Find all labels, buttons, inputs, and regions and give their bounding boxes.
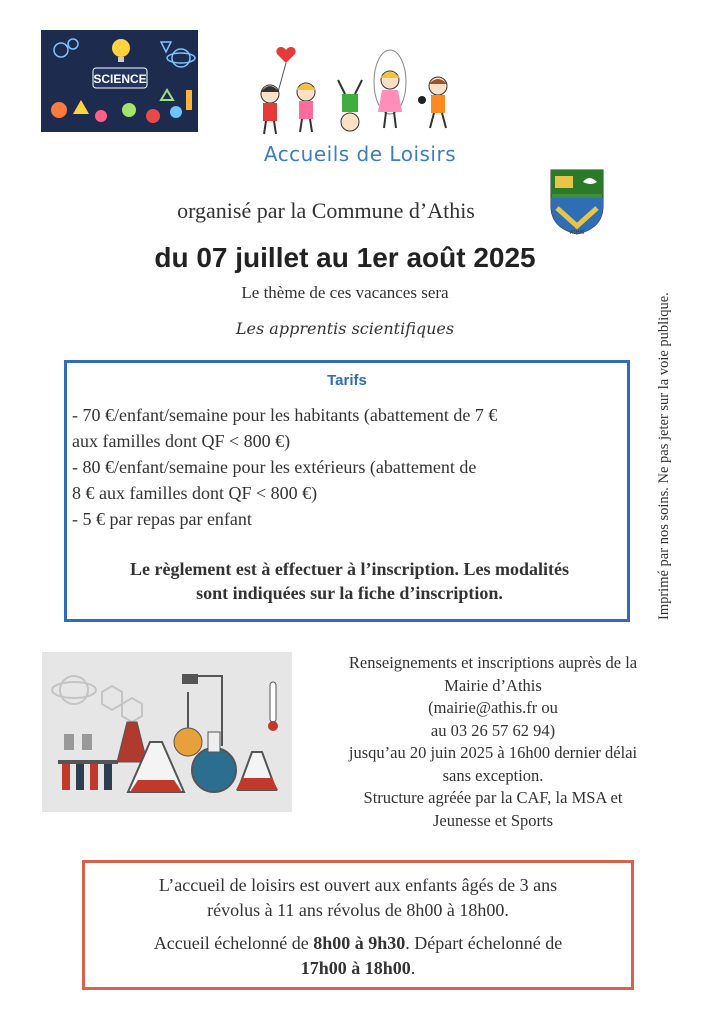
theme-title: Les apprentis scientifiques [235, 319, 455, 338]
reglement-line: Le règlement est à effectuer à l’inscription. Les modalités [129, 559, 570, 579]
info-line: jusqu’au 20 juin 2025 à 16h00 dernier délai [348, 743, 638, 762]
tarif-line: 8 € aux familles dont QF < 800 €) [72, 483, 318, 503]
crest-label: ATHIS [569, 230, 585, 236]
accueil-text: . Départ échelonné de [405, 933, 563, 953]
info-line: (mairie@athis.fr ou [428, 698, 558, 717]
logo-text: Accueils de Loisirs [263, 142, 457, 166]
theme-intro: Le thème de ces vacances sera [241, 283, 449, 302]
reglement-line: sont indiquées sur la fiche d’inscription. [196, 583, 503, 603]
laboratory-illustration [42, 652, 292, 812]
info-line: Jeunesse et Sports [432, 810, 554, 830]
accueil-line-1: L’accueil de loisirs est ouvert aux enfants âgés de 3 ans [158, 875, 558, 895]
info-line: Structure agréée par la CAF, la MSA et [363, 788, 623, 807]
accueil-line-4 [85, 956, 631, 981]
accueil-box [82, 860, 634, 990]
info-block [300, 652, 686, 832]
side-notice [656, 190, 676, 620]
accueil-text: . [410, 958, 416, 978]
info-line: Mairie d’Athis [444, 675, 542, 695]
reglement-text [72, 557, 627, 605]
science-label: SCIENCE [93, 72, 147, 86]
tarif-line: aux familles dont QF < 800 €) [72, 431, 291, 451]
accueil-arrival-time: 8h00 à 9h30 [313, 933, 406, 953]
info-line: sans exception. [442, 765, 544, 785]
accueil-text: Accueil échelonné de [153, 933, 314, 953]
accueil-line-3 [85, 931, 631, 956]
accueil-departure-time: 17h00 à 18h00 [300, 958, 411, 978]
tarif-line: - 80 €/enfant/semaine pour les extérieurs (abattement de [72, 457, 477, 477]
event-dates: du 07 juillet au 1er août 2025 [154, 242, 536, 273]
tarif-line: - 5 € par repas par enfant [72, 509, 252, 529]
tarif-line: - 70 €/enfant/semaine pour les habitants (abattement de 7 € [72, 405, 498, 425]
info-line: Renseignements et inscriptions auprès de la [348, 653, 638, 672]
tarifs-title: Tarifs [327, 372, 367, 389]
tarifs-box [64, 360, 630, 622]
side-notice-text: Imprimé par nos soins. Ne pas jeter sur la voie publique. [656, 292, 672, 620]
info-line: au 03 26 57 62 94) [430, 720, 556, 740]
science-illustration [41, 30, 198, 132]
organiser-text: organisé par la Commune d’Athis [177, 198, 475, 223]
accueil-line-2: révolus à 11 ans révolus de 8h00 à 18h00. [207, 900, 509, 920]
